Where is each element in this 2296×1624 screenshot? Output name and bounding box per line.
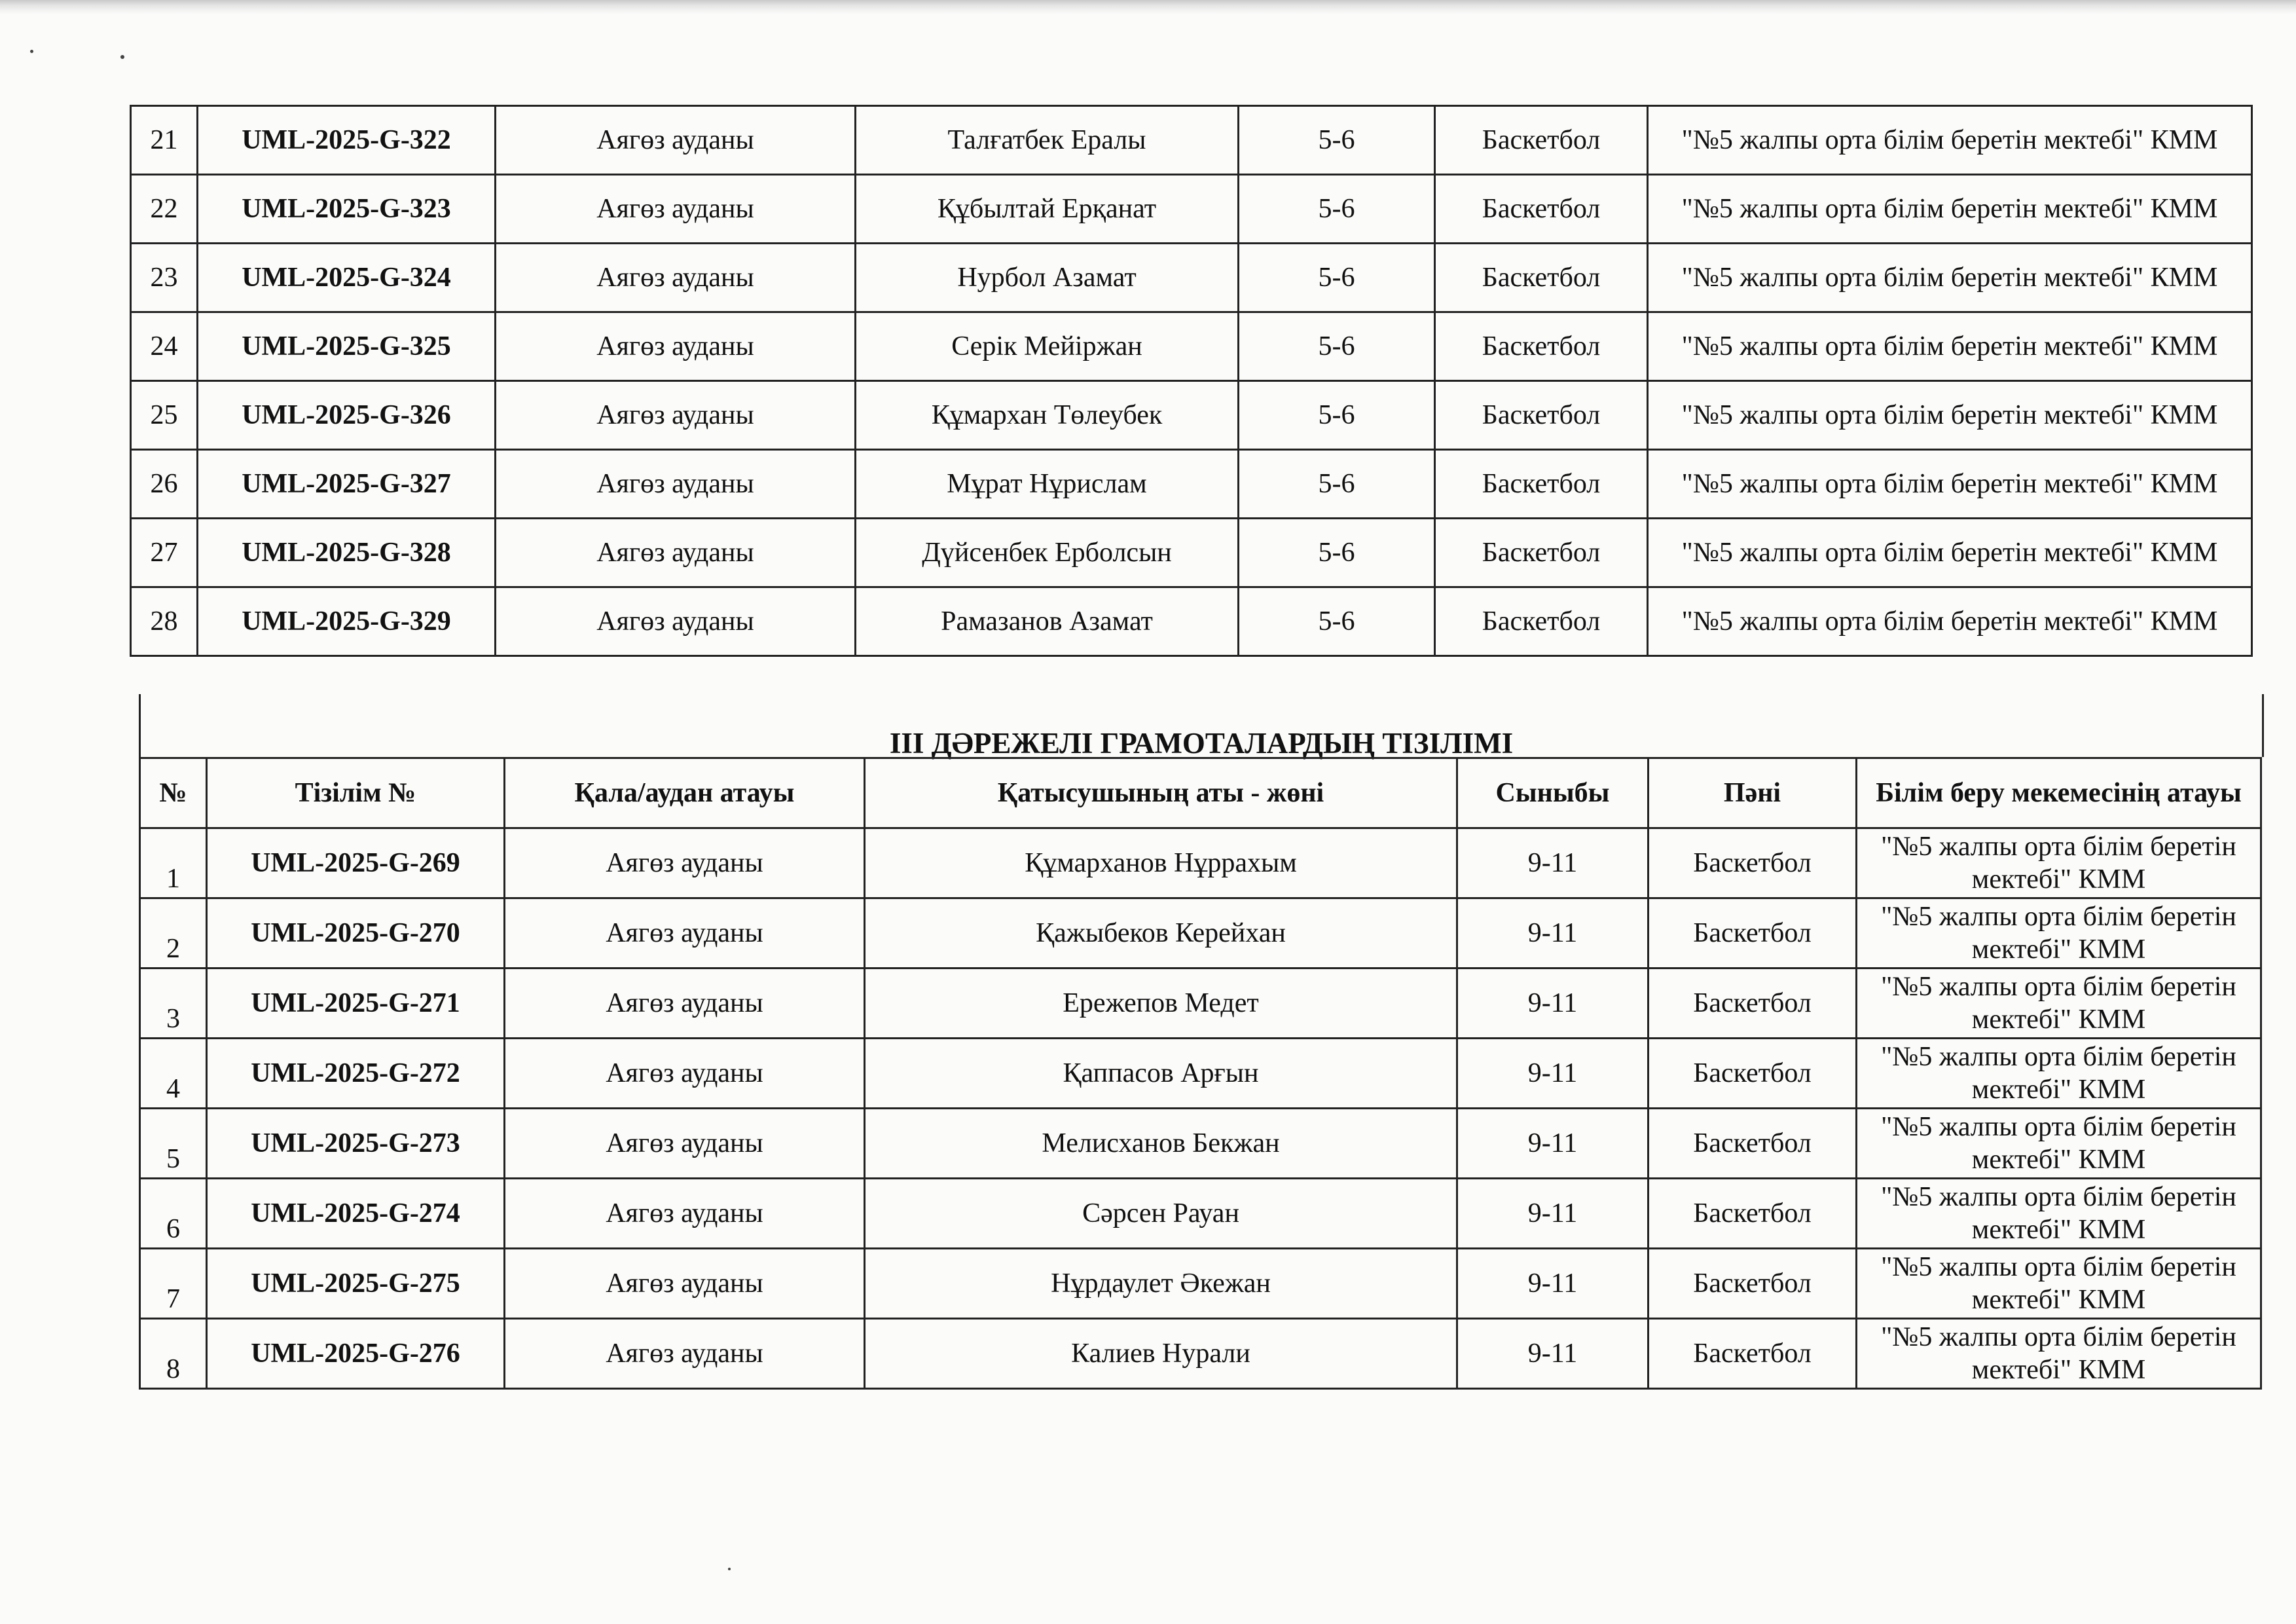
row-number: 7 bbox=[140, 1249, 207, 1319]
district-name: Аягөз ауданы bbox=[496, 450, 856, 519]
top-table bbox=[130, 105, 2253, 657]
participant-name: Сәрсен Рауан bbox=[865, 1179, 1457, 1249]
table-row bbox=[140, 828, 2261, 898]
grade: 5-6 bbox=[1239, 106, 1435, 175]
subject: Баскетбол bbox=[1435, 519, 1648, 587]
grade: 9-11 bbox=[1457, 1039, 1649, 1109]
subject: Баскетбол bbox=[1435, 381, 1648, 450]
school-name: "№5 жалпы орта білім беретін мектебі" КММ bbox=[1648, 175, 2252, 244]
participant-name: Нұрдаулет Әкежан bbox=[865, 1249, 1457, 1319]
district-name: Аягөз ауданы bbox=[505, 1109, 865, 1179]
participant-name: Қаппасов Арғын bbox=[865, 1039, 1457, 1109]
participant-name: Рамазанов Азамат bbox=[856, 587, 1239, 656]
grade: 5-6 bbox=[1239, 175, 1435, 244]
district-name: Аягөз ауданы bbox=[505, 1319, 865, 1389]
participant-name: Құбылтай Ерқанат bbox=[856, 175, 1239, 244]
school-name: "№5 жалпы орта білім беретін мектебі" КММ bbox=[1857, 898, 2261, 969]
table-row bbox=[131, 244, 2252, 312]
subject: Баскетбол bbox=[1649, 898, 1857, 969]
school-name: "№5 жалпы орта білім беретін мектебі" КММ bbox=[1648, 244, 2252, 312]
header-subject: Пәні bbox=[1649, 758, 1857, 828]
grade: 5-6 bbox=[1239, 381, 1435, 450]
subject: Баскетбол bbox=[1435, 106, 1648, 175]
grade: 9-11 bbox=[1457, 1109, 1649, 1179]
row-number: 6 bbox=[140, 1179, 207, 1249]
school-name: "№5 жалпы орта білім беретін мектебі" КММ bbox=[1857, 828, 2261, 898]
grade: 9-11 bbox=[1457, 1249, 1649, 1319]
registry-id: UML-2025-G-324 bbox=[198, 244, 496, 312]
district-name: Аягөз ауданы bbox=[496, 381, 856, 450]
subject: Баскетбол bbox=[1649, 1319, 1857, 1389]
grade: 5-6 bbox=[1239, 244, 1435, 312]
subject: Баскетбол bbox=[1649, 1249, 1857, 1319]
school-name: "№5 жалпы орта білім беретін мектебі" КММ bbox=[1648, 381, 2252, 450]
row-number: 2 bbox=[140, 898, 207, 969]
participant-name: Дүйсенбек Ерболсын bbox=[856, 519, 1239, 587]
table-row bbox=[140, 1039, 2261, 1109]
scan-speck bbox=[30, 50, 33, 53]
table-row bbox=[131, 175, 2252, 244]
table-row bbox=[140, 1109, 2261, 1179]
top-table-body bbox=[131, 106, 2252, 656]
grade: 5-6 bbox=[1239, 450, 1435, 519]
grade: 9-11 bbox=[1457, 1179, 1649, 1249]
district-name: Аягөз ауданы bbox=[496, 312, 856, 381]
registry-id: UML-2025-G-326 bbox=[198, 381, 496, 450]
grade: 9-11 bbox=[1457, 898, 1649, 969]
header-grade: Сыныбы bbox=[1457, 758, 1649, 828]
registry-id: UML-2025-G-274 bbox=[207, 1179, 505, 1249]
row-number: 28 bbox=[131, 587, 198, 656]
header-district: Қала/аудан атауы bbox=[505, 758, 865, 828]
participant-name: Талғатбек Ералы bbox=[856, 106, 1239, 175]
participant-name: Құмарханов Нұррахым bbox=[865, 828, 1457, 898]
grade: 9-11 bbox=[1457, 1319, 1649, 1389]
row-number: 1 bbox=[140, 828, 207, 898]
registry-id: UML-2025-G-275 bbox=[207, 1249, 505, 1319]
row-number: 5 bbox=[140, 1109, 207, 1179]
subject: Баскетбол bbox=[1649, 969, 1857, 1039]
district-name: Аягөз ауданы bbox=[496, 587, 856, 656]
registry-id: UML-2025-G-323 bbox=[198, 175, 496, 244]
header-school: Білім беру мекемесінің атауы bbox=[1857, 758, 2261, 828]
scan-edge bbox=[0, 0, 2296, 14]
bottom-table-body bbox=[140, 828, 2261, 1389]
bottom-table bbox=[139, 757, 2262, 1390]
header-no: № bbox=[140, 758, 207, 828]
participant-name: Калиев Нурали bbox=[865, 1319, 1457, 1389]
district-name: Аягөз ауданы bbox=[496, 519, 856, 587]
school-name: "№5 жалпы орта білім беретін мектебі" КММ bbox=[1857, 1249, 2261, 1319]
section-title: ІІІ ДӘРЕЖЕЛІ ГРАМОТАЛАРДЫҢ ТІЗІЛІМІ bbox=[139, 694, 2264, 757]
row-number: 21 bbox=[131, 106, 198, 175]
school-name: "№5 жалпы орта білім беретін мектебі" КММ bbox=[1648, 106, 2252, 175]
district-name: Аягөз ауданы bbox=[496, 106, 856, 175]
district-name: Аягөз ауданы bbox=[505, 898, 865, 969]
subject: Баскетбол bbox=[1435, 587, 1648, 656]
subject: Баскетбол bbox=[1649, 1109, 1857, 1179]
registry-id: UML-2025-G-272 bbox=[207, 1039, 505, 1109]
subject: Баскетбол bbox=[1649, 828, 1857, 898]
table-row bbox=[140, 1179, 2261, 1249]
row-number: 3 bbox=[140, 969, 207, 1039]
table-row bbox=[140, 1319, 2261, 1389]
participant-name: Серік Мейіржан bbox=[856, 312, 1239, 381]
school-name: "№5 жалпы орта білім беретін мектебі" КММ bbox=[1648, 587, 2252, 656]
school-name: "№5 жалпы орта білім беретін мектебі" КММ bbox=[1648, 312, 2252, 381]
row-number: 24 bbox=[131, 312, 198, 381]
subject: Баскетбол bbox=[1435, 450, 1648, 519]
table-row bbox=[140, 969, 2261, 1039]
subject: Баскетбол bbox=[1435, 244, 1648, 312]
grade: 5-6 bbox=[1239, 519, 1435, 587]
district-name: Аягөз ауданы bbox=[505, 1179, 865, 1249]
row-number: 4 bbox=[140, 1039, 207, 1109]
table-row bbox=[131, 106, 2252, 175]
registry-id: UML-2025-G-325 bbox=[198, 312, 496, 381]
school-name: "№5 жалпы орта білім беретін мектебі" КММ bbox=[1857, 1039, 2261, 1109]
participant-name: Мелисханов Бекжан bbox=[865, 1109, 1457, 1179]
table-row bbox=[140, 1249, 2261, 1319]
school-name: "№5 жалпы орта білім беретін мектебі" КММ bbox=[1857, 1319, 2261, 1389]
participant-name: Қажыбеков Керейхан bbox=[865, 898, 1457, 969]
registry-id: UML-2025-G-270 bbox=[207, 898, 505, 969]
subject: Баскетбол bbox=[1649, 1039, 1857, 1109]
table-row bbox=[131, 381, 2252, 450]
table-row bbox=[140, 898, 2261, 969]
scan-speck bbox=[728, 1568, 731, 1570]
subject: Баскетбол bbox=[1435, 312, 1648, 381]
table-row bbox=[131, 519, 2252, 587]
school-name: "№5 жалпы орта білім беретін мектебі" КММ bbox=[1857, 969, 2261, 1039]
district-name: Аягөз ауданы bbox=[496, 244, 856, 312]
scan-speck bbox=[120, 55, 124, 59]
school-name: "№5 жалпы орта білім беретін мектебі" КММ bbox=[1648, 519, 2252, 587]
district-name: Аягөз ауданы bbox=[505, 1249, 865, 1319]
participant-name: Мұрат Нұрислам bbox=[856, 450, 1239, 519]
table-row bbox=[131, 312, 2252, 381]
row-number: 26 bbox=[131, 450, 198, 519]
row-number: 23 bbox=[131, 244, 198, 312]
grade: 9-11 bbox=[1457, 828, 1649, 898]
registry-id: UML-2025-G-322 bbox=[198, 106, 496, 175]
participant-name: Құмархан Төлеубек bbox=[856, 381, 1239, 450]
grade: 5-6 bbox=[1239, 587, 1435, 656]
participant-name: Ережепов Медет bbox=[865, 969, 1457, 1039]
registry-id: UML-2025-G-269 bbox=[207, 828, 505, 898]
subject: Баскетбол bbox=[1435, 175, 1648, 244]
registry-id: UML-2025-G-327 bbox=[198, 450, 496, 519]
row-number: 22 bbox=[131, 175, 198, 244]
table-row bbox=[131, 587, 2252, 656]
school-name: "№5 жалпы орта білім беретін мектебі" КММ bbox=[1648, 450, 2252, 519]
registry-id: UML-2025-G-271 bbox=[207, 969, 505, 1039]
row-number: 27 bbox=[131, 519, 198, 587]
school-name: "№5 жалпы орта білім беретін мектебі" КММ bbox=[1857, 1109, 2261, 1179]
participant-name: Нурбол Азамат bbox=[856, 244, 1239, 312]
district-name: Аягөз ауданы bbox=[505, 969, 865, 1039]
district-name: Аягөз ауданы bbox=[505, 1039, 865, 1109]
registry-id: UML-2025-G-329 bbox=[198, 587, 496, 656]
row-number: 8 bbox=[140, 1319, 207, 1389]
registry-id: UML-2025-G-328 bbox=[198, 519, 496, 587]
subject: Баскетбол bbox=[1649, 1179, 1857, 1249]
table-row bbox=[131, 450, 2252, 519]
district-name: Аягөз ауданы bbox=[496, 175, 856, 244]
header-registry: Тізілім № bbox=[207, 758, 505, 828]
row-number: 25 bbox=[131, 381, 198, 450]
header-name: Қатысушының аты - жөні bbox=[865, 758, 1457, 828]
district-name: Аягөз ауданы bbox=[505, 828, 865, 898]
school-name: "№5 жалпы орта білім беретін мектебі" КММ bbox=[1857, 1179, 2261, 1249]
grade: 5-6 bbox=[1239, 312, 1435, 381]
registry-id: UML-2025-G-273 bbox=[207, 1109, 505, 1179]
grade: 9-11 bbox=[1457, 969, 1649, 1039]
registry-id: UML-2025-G-276 bbox=[207, 1319, 505, 1389]
header-row bbox=[140, 758, 2261, 828]
